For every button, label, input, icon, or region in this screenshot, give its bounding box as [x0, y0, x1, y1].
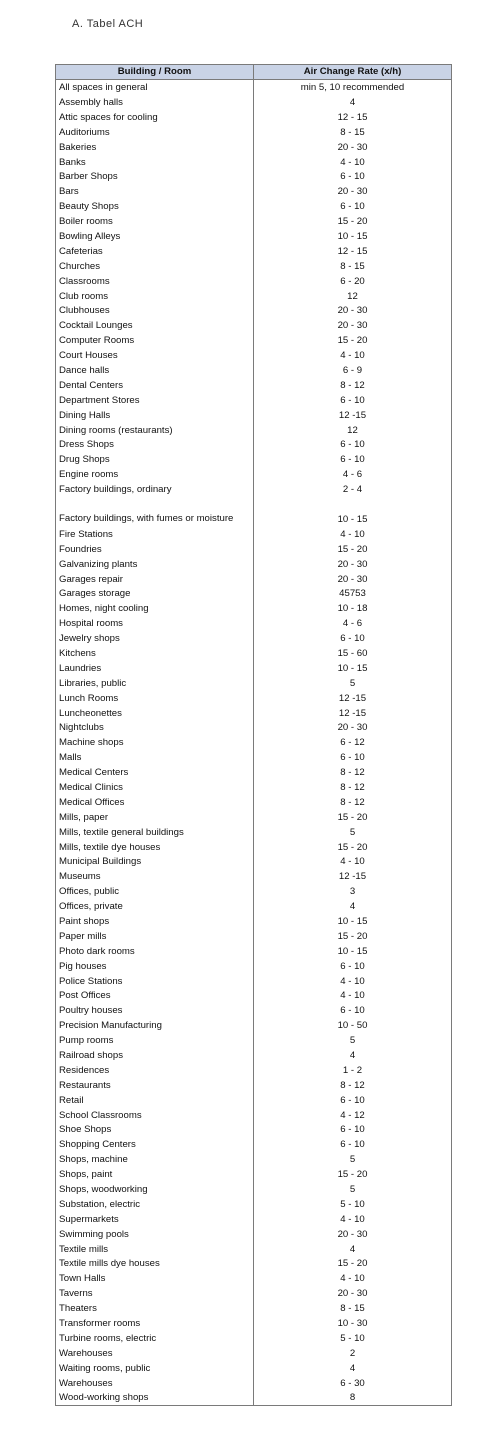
table-row [56, 825, 452, 840]
table-row [56, 169, 452, 184]
rate-cell: 8 - 12 [254, 765, 452, 780]
table-row [56, 914, 452, 929]
table-row [56, 1018, 452, 1033]
building-cell: Hospital rooms [56, 616, 254, 631]
table-row [56, 780, 452, 795]
rate-cell: 8 - 15 [254, 1301, 452, 1316]
rate-cell: 20 - 30 [254, 720, 452, 735]
table-row [56, 959, 452, 974]
table-row [56, 1227, 452, 1242]
rate-cell: 6 - 10 [254, 631, 452, 646]
rate-cell: 15 - 20 [254, 333, 452, 348]
table-row [56, 229, 452, 244]
building-cell: Machine shops [56, 735, 254, 750]
table-row [56, 184, 452, 199]
table-row [56, 586, 452, 601]
building-cell: Offices, private [56, 899, 254, 914]
building-cell: Malls [56, 750, 254, 765]
rate-cell: 4 [254, 899, 452, 914]
rate-cell: 6 - 10 [254, 1137, 452, 1152]
rate-cell: 20 - 30 [254, 318, 452, 333]
building-cell: Supermarkets [56, 1212, 254, 1227]
building-cell: Kitchens [56, 646, 254, 661]
table-row [56, 1093, 452, 1108]
building-cell: Classrooms [56, 274, 254, 289]
building-cell: Club rooms [56, 288, 254, 303]
table-row [56, 646, 452, 661]
table-row [56, 80, 452, 95]
building-cell: Police Stations [56, 973, 254, 988]
table-row [56, 1048, 452, 1063]
building-cell: Warehouses [56, 1376, 254, 1391]
building-cell: Libraries, public [56, 676, 254, 691]
table-row [56, 973, 452, 988]
rate-cell: 10 - 50 [254, 1018, 452, 1033]
building-cell: Dental Centers [56, 378, 254, 393]
table-row [56, 1033, 452, 1048]
building-cell: Engine rooms [56, 467, 254, 482]
building-cell: Bakeries [56, 140, 254, 155]
table-row [56, 988, 452, 1003]
rate-cell: 20 - 30 [254, 140, 452, 155]
rate-cell: 12 [254, 288, 452, 303]
building-cell: Taverns [56, 1286, 254, 1301]
building-cell: Dance halls [56, 363, 254, 378]
rate-cell: 2 [254, 1346, 452, 1361]
table-row [56, 795, 452, 810]
rate-cell: 12 [254, 422, 452, 437]
rate-cell: 4 [254, 1048, 452, 1063]
building-cell: Homes, night cooling [56, 601, 254, 616]
table-row [56, 750, 452, 765]
rate-cell: 1 - 2 [254, 1063, 452, 1078]
table-row [56, 571, 452, 586]
rate-cell: 4 - 6 [254, 616, 452, 631]
rate-cell: 8 - 15 [254, 125, 452, 140]
rate-cell: 12 -15 [254, 408, 452, 423]
building-cell: Railroad shops [56, 1048, 254, 1063]
building-cell: All spaces in general [56, 80, 254, 95]
table-row [56, 854, 452, 869]
rate-cell: 15 - 20 [254, 214, 452, 229]
building-cell: Mills, paper [56, 810, 254, 825]
building-cell: Computer Rooms [56, 333, 254, 348]
rate-cell: 20 - 30 [254, 571, 452, 586]
rate-cell: 15 - 20 [254, 1256, 452, 1271]
building-cell: Shops, paint [56, 1167, 254, 1182]
rate-cell: 15 - 60 [254, 646, 452, 661]
table-row [56, 452, 452, 467]
table-row [56, 244, 452, 259]
rate-cell: 12 - 15 [254, 110, 452, 125]
table-row [56, 616, 452, 631]
building-cell: Dining Halls [56, 408, 254, 423]
table-row [56, 393, 452, 408]
building-cell: Shops, woodworking [56, 1182, 254, 1197]
table-row [56, 691, 452, 706]
building-cell: Foundries [56, 542, 254, 557]
building-cell: Luncheonettes [56, 705, 254, 720]
table-row [56, 661, 452, 676]
building-cell: Shopping Centers [56, 1137, 254, 1152]
building-cell: Textile mills [56, 1241, 254, 1256]
rate-cell: 12 - 15 [254, 244, 452, 259]
building-cell: Jewelry shops [56, 631, 254, 646]
building-cell: Theaters [56, 1301, 254, 1316]
table-row [56, 765, 452, 780]
rate-cell: 6 - 10 [254, 169, 452, 184]
building-cell: Turbine rooms, electric [56, 1331, 254, 1346]
rate-cell: 12 -15 [254, 869, 452, 884]
building-cell: Shoe Shops [56, 1122, 254, 1137]
building-cell: Banks [56, 154, 254, 169]
building-cell: Poultry houses [56, 1003, 254, 1018]
building-cell: Bowling Alleys [56, 229, 254, 244]
building-cell: Paper mills [56, 929, 254, 944]
table-row [56, 318, 452, 333]
rate-cell: 4 [254, 95, 452, 110]
rate-cell: 6 - 10 [254, 1003, 452, 1018]
table-row [56, 527, 452, 542]
rate-cell: 6 - 10 [254, 959, 452, 974]
building-cell: Wood-working shops [56, 1390, 254, 1405]
building-cell: Factory buildings, with fumes or moisture [56, 497, 254, 527]
rate-cell: 4 - 6 [254, 467, 452, 482]
table-row [56, 542, 452, 557]
rate-cell: 15 - 20 [254, 1167, 452, 1182]
table-row [56, 1301, 452, 1316]
table-row [56, 1167, 452, 1182]
rate-cell: 12 -15 [254, 691, 452, 706]
table-row [56, 735, 452, 750]
table-row [56, 929, 452, 944]
table-header-row [56, 65, 452, 80]
building-cell: Pig houses [56, 959, 254, 974]
table-row [56, 274, 452, 289]
table-row [56, 676, 452, 691]
rate-cell: 5 - 10 [254, 1197, 452, 1212]
table-row [56, 422, 452, 437]
rate-cell: 8 [254, 1390, 452, 1405]
table-row [56, 408, 452, 423]
rate-cell: 4 - 10 [254, 1271, 452, 1286]
building-cell: Assembly halls [56, 95, 254, 110]
building-cell: Substation, electric [56, 1197, 254, 1212]
building-cell: Nightclubs [56, 720, 254, 735]
table-row [56, 154, 452, 169]
table-body [56, 80, 452, 1406]
table-row [56, 1376, 452, 1391]
rate-cell: 20 - 30 [254, 557, 452, 572]
building-cell: Laundries [56, 661, 254, 676]
table-row [56, 839, 452, 854]
table-row [56, 1271, 452, 1286]
table-row [56, 348, 452, 363]
table-row [56, 810, 452, 825]
rate-cell: 6 - 20 [254, 274, 452, 289]
rate-cell: 3 [254, 884, 452, 899]
page-heading: A. Tabel ACH [72, 18, 144, 30]
table-row [56, 1256, 452, 1271]
building-cell: Garages storage [56, 586, 254, 601]
building-cell: Restaurants [56, 1078, 254, 1093]
table-row [56, 288, 452, 303]
table-row [56, 125, 452, 140]
column-header-rate: Air Change Rate (x/h) [254, 65, 452, 80]
rate-cell: 2 - 4 [254, 482, 452, 497]
rate-cell: 5 [254, 1152, 452, 1167]
building-cell: Swimming pools [56, 1227, 254, 1242]
building-cell: Dress Shops [56, 437, 254, 452]
table-row [56, 303, 452, 318]
rate-cell: 4 [254, 1361, 452, 1376]
table-row [56, 1078, 452, 1093]
building-cell: Offices, public [56, 884, 254, 899]
building-cell: Department Stores [56, 393, 254, 408]
column-header-building: Building / Room [56, 65, 254, 80]
rate-cell: 20 - 30 [254, 1286, 452, 1301]
table-row [56, 1063, 452, 1078]
building-cell: Lunch Rooms [56, 691, 254, 706]
table-row [56, 437, 452, 452]
table-row [56, 497, 452, 527]
rate-cell: 6 - 10 [254, 452, 452, 467]
building-cell: Paint shops [56, 914, 254, 929]
rate-cell: 6 - 12 [254, 735, 452, 750]
rate-cell: 15 - 20 [254, 810, 452, 825]
rate-cell: 5 [254, 1033, 452, 1048]
rate-cell: 10 - 15 [254, 661, 452, 676]
building-cell: Bars [56, 184, 254, 199]
table-row [56, 110, 452, 125]
table-row [56, 1197, 452, 1212]
table-row [56, 1122, 452, 1137]
rate-cell: 20 - 30 [254, 184, 452, 199]
table-row [56, 1137, 452, 1152]
building-cell: Beauty Shops [56, 199, 254, 214]
table-row [56, 259, 452, 274]
building-cell: Shops, machine [56, 1152, 254, 1167]
building-cell: Clubhouses [56, 303, 254, 318]
table-row [56, 705, 452, 720]
rate-cell: 20 - 30 [254, 303, 452, 318]
table-row [56, 1003, 452, 1018]
table-row [56, 199, 452, 214]
building-cell: Warehouses [56, 1346, 254, 1361]
rate-cell: min 5, 10 recommended [254, 80, 452, 95]
rate-cell: 8 - 12 [254, 780, 452, 795]
building-cell: Cocktail Lounges [56, 318, 254, 333]
rate-cell: 12 -15 [254, 705, 452, 720]
building-cell: Court Houses [56, 348, 254, 363]
table-row [56, 1316, 452, 1331]
rate-cell: 5 [254, 676, 452, 691]
rate-cell: 10 - 30 [254, 1316, 452, 1331]
building-cell: Drug Shops [56, 452, 254, 467]
table-row [56, 467, 452, 482]
table-row [56, 1212, 452, 1227]
building-cell: Fire Stations [56, 527, 254, 542]
rate-cell: 8 - 12 [254, 378, 452, 393]
building-cell: Medical Offices [56, 795, 254, 810]
building-cell: Photo dark rooms [56, 944, 254, 959]
table-row [56, 95, 452, 110]
table-row [56, 1390, 452, 1405]
rate-cell: 6 - 30 [254, 1376, 452, 1391]
building-cell: Precision Manufacturing [56, 1018, 254, 1033]
building-cell: Municipal Buildings [56, 854, 254, 869]
table-row [56, 363, 452, 378]
rate-cell: 45753 [254, 586, 452, 601]
building-cell: Pump rooms [56, 1033, 254, 1048]
rate-cell: 6 - 9 [254, 363, 452, 378]
rate-cell: 5 - 10 [254, 1331, 452, 1346]
table-row [56, 214, 452, 229]
rate-cell: 20 - 30 [254, 1227, 452, 1242]
building-cell: Textile mills dye houses [56, 1256, 254, 1271]
rate-cell: 4 - 12 [254, 1107, 452, 1122]
building-cell: Post Offices [56, 988, 254, 1003]
table-row [56, 944, 452, 959]
table-row [56, 631, 452, 646]
rate-cell: 5 [254, 1182, 452, 1197]
rate-cell: 5 [254, 825, 452, 840]
table-row [56, 720, 452, 735]
rate-cell: 6 - 10 [254, 1122, 452, 1137]
rate-cell: 4 - 10 [254, 527, 452, 542]
building-cell: School Classrooms [56, 1107, 254, 1122]
rate-cell: 10 - 15 [254, 914, 452, 929]
rate-cell: 10 - 18 [254, 601, 452, 616]
table-row [56, 899, 452, 914]
building-cell: Transformer rooms [56, 1316, 254, 1331]
building-cell: Medical Centers [56, 765, 254, 780]
building-cell: Galvanizing plants [56, 557, 254, 572]
table-row [56, 1286, 452, 1301]
rate-cell: 4 - 10 [254, 988, 452, 1003]
building-cell: Town Halls [56, 1271, 254, 1286]
building-cell: Mills, textile dye houses [56, 839, 254, 854]
ach-table [55, 64, 452, 1406]
table-row [56, 557, 452, 572]
table-row [56, 884, 452, 899]
table-row [56, 482, 452, 497]
rate-cell: 15 - 20 [254, 839, 452, 854]
table-row [56, 1241, 452, 1256]
rate-cell: 8 - 12 [254, 795, 452, 810]
rate-cell: 4 - 10 [254, 154, 452, 169]
building-cell: Barber Shops [56, 169, 254, 184]
rate-cell: 10 - 15 [254, 944, 452, 959]
rate-cell: 10 - 15 [254, 229, 452, 244]
table-row [56, 378, 452, 393]
building-cell: Residences [56, 1063, 254, 1078]
table-row [56, 1152, 452, 1167]
table-row [56, 1107, 452, 1122]
table-row [56, 1331, 452, 1346]
rate-cell: 10 - 15 [254, 497, 452, 527]
building-cell: Medical Clinics [56, 780, 254, 795]
rate-cell: 6 - 10 [254, 437, 452, 452]
rate-cell: 4 [254, 1241, 452, 1256]
rate-cell: 8 - 15 [254, 259, 452, 274]
building-cell: Factory buildings, ordinary [56, 482, 254, 497]
building-cell: Garages repair [56, 571, 254, 586]
rate-cell: 15 - 20 [254, 542, 452, 557]
table-row [56, 869, 452, 884]
table-row [56, 140, 452, 155]
building-cell: Auditoriums [56, 125, 254, 140]
table-row [56, 1346, 452, 1361]
building-cell: Boiler rooms [56, 214, 254, 229]
rate-cell: 4 - 10 [254, 854, 452, 869]
table-row [56, 1182, 452, 1197]
rate-cell: 6 - 10 [254, 750, 452, 765]
building-cell: Waiting rooms, public [56, 1361, 254, 1376]
building-cell: Dining rooms (restaurants) [56, 422, 254, 437]
table-row [56, 1361, 452, 1376]
building-cell: Cafeterias [56, 244, 254, 259]
rate-cell: 4 - 10 [254, 973, 452, 988]
rate-cell: 4 - 10 [254, 348, 452, 363]
table-row [56, 333, 452, 348]
table-row [56, 601, 452, 616]
building-cell: Museums [56, 869, 254, 884]
rate-cell: 6 - 10 [254, 199, 452, 214]
rate-cell: 6 - 10 [254, 393, 452, 408]
rate-cell: 8 - 12 [254, 1078, 452, 1093]
building-cell: Retail [56, 1093, 254, 1108]
building-cell: Attic spaces for cooling [56, 110, 254, 125]
rate-cell: 6 - 10 [254, 1093, 452, 1108]
building-cell: Mills, textile general buildings [56, 825, 254, 840]
rate-cell: 15 - 20 [254, 929, 452, 944]
building-cell: Churches [56, 259, 254, 274]
rate-cell: 4 - 10 [254, 1212, 452, 1227]
